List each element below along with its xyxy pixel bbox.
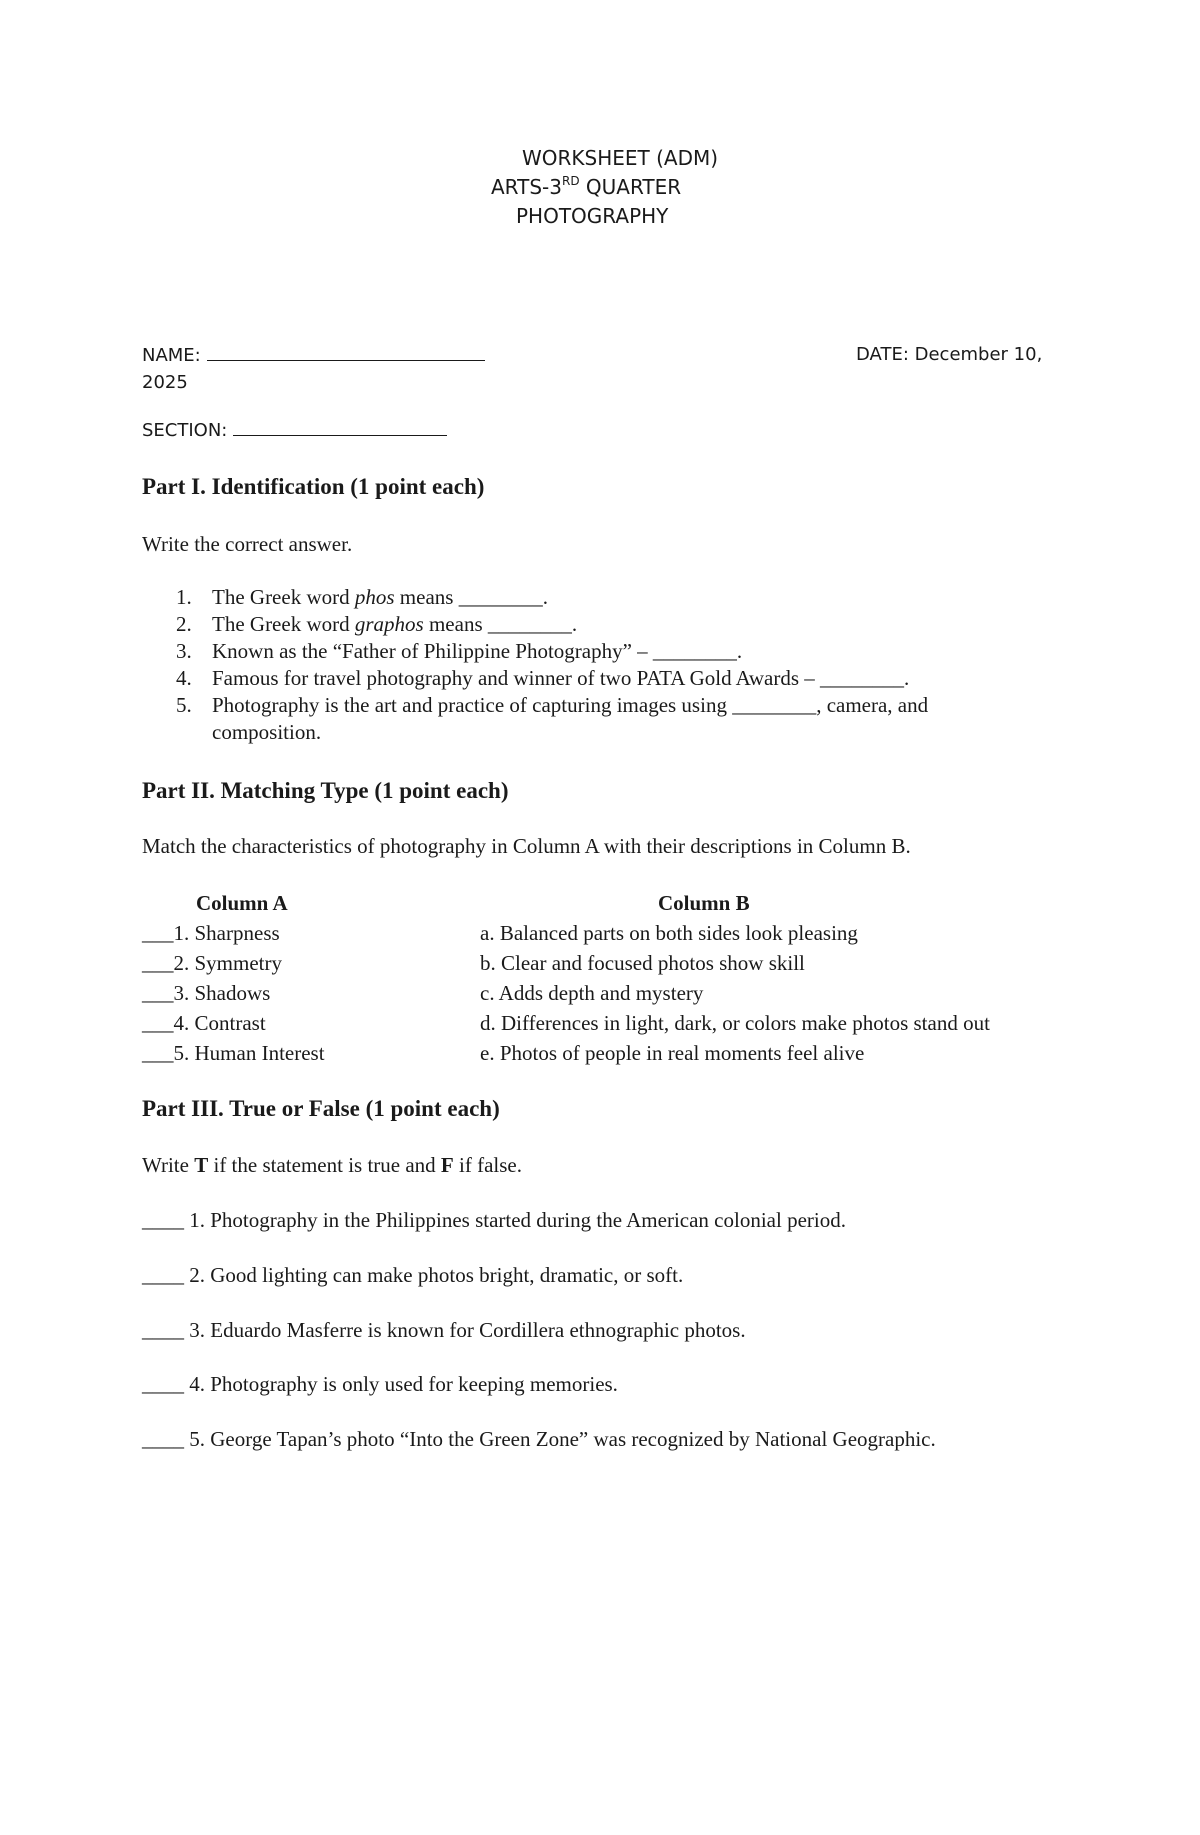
item-text-after: means ________.: [423, 612, 578, 636]
item-emphasis: phos: [354, 585, 395, 609]
identification-item: [142, 692, 952, 746]
column-a-item: ___2. Symmetry: [142, 951, 282, 975]
section-label: SECTION:: [142, 420, 228, 441]
part3-instruction: [142, 1151, 522, 1179]
matching-row: [142, 948, 1082, 978]
column-b-item: c. Adds depth and mystery: [480, 981, 704, 1005]
matching-row: [142, 918, 1082, 948]
name-label: NAME:: [142, 345, 201, 366]
column-b-item: e. Photos of people in real moments feel alive: [480, 1041, 865, 1065]
item-number: 3.: [176, 639, 192, 663]
item-emphasis: graphos: [354, 612, 424, 636]
true-false-item: ____ 1. Photography in the Philippines started during the American colonial period.: [142, 1208, 846, 1232]
subject-suffix: QUARTER: [579, 175, 682, 199]
date-field: [856, 342, 1042, 368]
column-b-item: d. Differences in light, dark, or colors make photos stand out: [480, 1011, 990, 1035]
column-b-item: a. Balanced parts on both sides look pleasing: [480, 921, 858, 945]
part2-title: Part II. Matching Type (1 point each): [142, 778, 509, 803]
matching-row: [142, 1038, 1082, 1068]
item-text-before: The Greek word: [212, 585, 355, 609]
true-false-item: ____ 2. Good lighting can make photos bright, dramatic, or soft.: [142, 1263, 684, 1287]
matching-header-row: [142, 888, 1082, 918]
subject-quarter: [491, 172, 681, 202]
column-a-item: ___3. Shadows: [142, 981, 271, 1005]
item-number: 2.: [176, 612, 192, 636]
column-b-header: Column B: [658, 891, 750, 915]
column-a-item: ___1. Sharpness: [142, 921, 280, 945]
subject-ordinal-sup: RD: [561, 174, 580, 188]
item-number: 1.: [176, 585, 192, 609]
column-a-item: ___5. Human Interest: [142, 1041, 325, 1065]
item-text-before: Photography is the art and practice of capturing images using ________, camera, and composition.: [212, 693, 929, 744]
identification-item: [142, 665, 1062, 692]
identification-list: [142, 584, 1062, 746]
topic-title: PHOTOGRAPHY: [516, 204, 669, 228]
item-number: 5.: [176, 693, 192, 717]
true-false-item: ____ 4. Photography is only used for keeping memories.: [142, 1372, 618, 1396]
true-false-item: ____ 3. Eduardo Masferre is known for Cordillera ethnographic photos.: [142, 1318, 746, 1342]
section-field: [142, 417, 447, 444]
date-year-text: 2025: [142, 372, 188, 393]
identification-item: [142, 611, 1062, 638]
part1-instruction: Write the correct answer.: [142, 532, 353, 556]
part2-instruction: Match the characteristics of photography in Column A with their descriptions in Column B.: [142, 834, 911, 858]
date-label: DATE: December 10,: [856, 344, 1043, 365]
item-text-before: Known as the “Father of Philippine Photography” – ________.: [212, 639, 743, 663]
identification-item: [142, 638, 1062, 665]
instr-part-2: if the statement is true and: [208, 1153, 441, 1177]
item-text-before: Famous for travel photography and winner of two PATA Gold Awards – ________.: [212, 666, 910, 690]
matching-row: [142, 978, 1082, 1008]
instr-part-1: Write: [142, 1153, 195, 1177]
matching-table: [142, 888, 1082, 1068]
instr-true-letter: T: [194, 1153, 209, 1177]
part3-title: Part III. True or False (1 point each): [142, 1096, 500, 1121]
subject-prefix: ARTS-3: [491, 175, 562, 199]
true-false-item: ____ 5. George Tapan’s photo “Into the Green Zone” was recognized by National Geographic.: [142, 1427, 936, 1451]
column-b-item: b. Clear and focused photos show skill: [480, 951, 805, 975]
column-a-item: ___4. Contrast: [142, 1011, 266, 1035]
date-year: [142, 370, 188, 396]
identification-item: [142, 584, 1062, 611]
instr-part-3: if false.: [453, 1153, 522, 1177]
matching-row: [142, 1008, 1082, 1038]
item-text-after: means ________.: [394, 585, 548, 609]
instr-false-letter: F: [440, 1153, 454, 1177]
name-blank[interactable]: [207, 342, 485, 361]
worksheet-title: WORKSHEET (ADM): [522, 146, 719, 170]
item-text-before: The Greek word: [212, 612, 355, 636]
column-a-header: Column A: [196, 891, 288, 915]
item-number: 4.: [176, 666, 192, 690]
part1-title: Part I. Identification (1 point each): [142, 474, 485, 499]
name-field: [142, 342, 485, 369]
section-blank[interactable]: [233, 417, 447, 436]
